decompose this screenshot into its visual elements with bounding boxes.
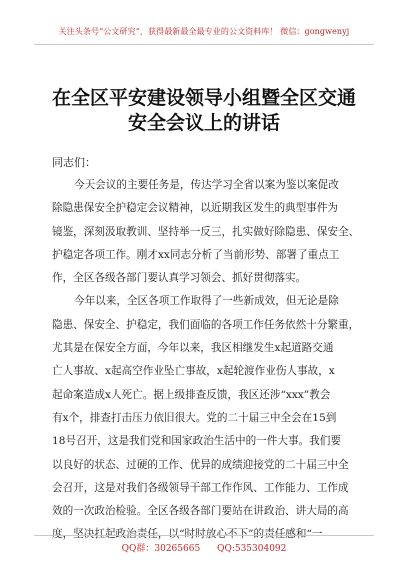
paragraph-line: 尤其是在保安全方面，今年以来，我区相继发生x起道路交通 — [52, 342, 334, 355]
paragraph-line: 18号召开，这是我们党和国家政治生活中的一件大事。我们要 — [52, 435, 341, 448]
paragraph-line: 度，坚决扛起政治责任，以“时时放心不下”的责任感和“一 — [52, 528, 323, 541]
paragraph-line: 作，全区各级各部门要认真学习领会、抓好贯彻落实。 — [52, 272, 307, 285]
paragraph-1 — [52, 174, 364, 290]
paragraph-line: 起命案造成x人死亡。据上级排查反馈，我区还涉“xxx”教会 — [52, 388, 331, 401]
title-line-1: 在全区平安建设领导小组暨全区交通 — [51, 87, 356, 109]
document-body — [52, 151, 364, 547]
paragraph-line: 除隐患保安全护稳定会议精神，以近期我区发生的典型事件为 — [52, 202, 339, 215]
footer-qq: QQ:535304092 — [217, 544, 287, 554]
paragraph-2 — [52, 290, 364, 546]
paragraph-line: 今天会议的主要任务是，传达学习全省以案为鉴以案促改 — [74, 179, 339, 191]
document-title — [0, 86, 408, 136]
paragraph-line: 会召开，这是对我们各级领导干部工作作风、工作能力、工作成 — [52, 481, 349, 494]
footer — [0, 541, 408, 554]
footer-divider — [34, 535, 374, 536]
paragraph-line: 亡人事故、x起高空作业坠亡事故，x起轮渡作业伤人事故，x — [52, 365, 335, 378]
paragraph-line: 今年以来，全区各项工作取得了一些新成效，但无论是除 — [74, 295, 339, 308]
salutation: 同志们： — [52, 156, 96, 169]
title-line-2: 安全会议上的讲话 — [127, 112, 280, 134]
footer-qq-group: QQ群：30265665 — [121, 544, 201, 554]
paragraph-line: 隐患、保安全、护稳定，我们面临的各项工作任务依然十分繁重， — [52, 318, 360, 331]
header-banner: 关注头条号“公文研究”，获得最新最全最专业的公文资料库！ 微信：gongwenyj — [58, 27, 350, 36]
paragraph-line: 以良好的状态、过硬的工作、优异的成绩迎接党的二十届三中全 — [52, 458, 349, 471]
paragraph-line: 有x个，排查打击压力依旧很大。党的二十届三中全会在15到 — [52, 411, 337, 424]
paragraph-line: 护稳定各项工作。刚才xx同志分析了当前形势、部署了重点工 — [52, 248, 340, 261]
paragraph-line: 镜鉴，深刻汲取教训、坚持举一反三，扎实做好除隐患、保安全、 — [52, 225, 360, 238]
header-divider — [34, 44, 374, 45]
paragraph-line: 效的一次政治检验。全区各级各部门要站在讲政治、讲大局的高 — [52, 505, 349, 518]
